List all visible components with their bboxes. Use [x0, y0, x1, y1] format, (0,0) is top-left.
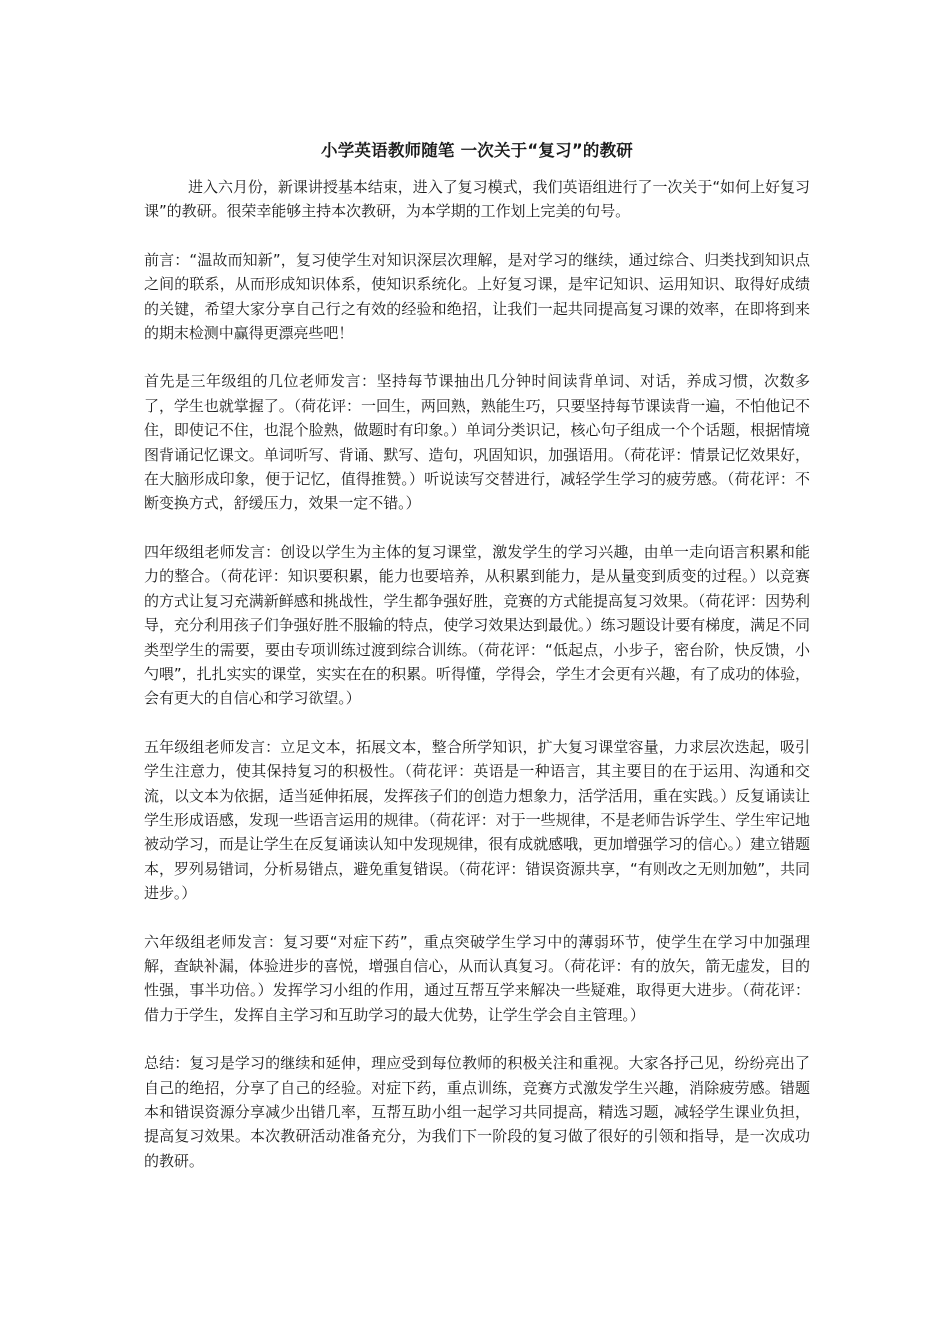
paragraph-intro: 进入六月份，新课讲授基本结束，进入了复习模式，我们英语组进行了一次关于“如何上好复习课”的教研。很荣幸能够主持本次教研，为本学期的工作划上完美的句号。 — [144, 178, 810, 221]
paragraph-grade-3: 首先是三年级组的几位老师发言：坚持每节课抽出几分钟时间读背单词、对话，养成习惯，次数多了，学生也就掌握了。（荷花评：一回生，两回熟，熟能生巧，只要坚持每节课读背一遍，不怕他记不住，即使记不住，也混个脸熟，做题时有印象。）单词分类识记，核心句子组成一个个话题，根据情境图背诵记忆课文。单词听写、背诵、默写、造句，巩固知识，加强语用。（荷花评：情景记忆效果好，在大脑形成印象，便于记忆，值得推赞。）听说读写交替进行，减轻学生学习的疲劳感。（荷花评：不断变换方式，舒缓压力，效果一定不错。） — [144, 372, 810, 513]
document-page — [144, 140, 810, 1197]
paragraph-grade-6: 六年级组老师发言：复习要“对症下药”，重点突破学生学习中的薄弱环节，使学生在学习中加强理解，查缺补漏，体验进步的喜悦，增强自信心，从而认真复习。（荷花评：有的放矢，箭无虚发，目的性强，事半功倍。）发挥学习小组的作用，通过互帮互学来解决一些疑难，取得更大进步。（荷花评：借力于学生，发挥自主学习和互助学习的最大优势，让学生学会自主管理。） — [144, 932, 810, 1024]
paragraph-preface: 前言：“温故而知新”，复习使学生对知识深层次理解，是对学习的继续，通过综合、归类找到知识点之间的联系，从而形成知识体系，使知识系统化。上好复习课，是牢记知识、运用知识、取得好成绩的关键，希望大家分享自己行之有效的经验和绝招，让我们一起共同提高复习课的效率，在即将到来的期末检测中赢得更漂亮些吧！ — [144, 250, 810, 343]
paragraph-grade-4: 四年级组老师发言：创设以学生为主体的复习课堂，激发学生的学习兴趣，由单一走向语言积累和能力的整合。（荷花评：知识要积累，能力也要培养，从积累到能力，是从量变到质变的过程。）以竞赛的方式让复习充满新鲜感和挑战性，学生都争强好胜，竞赛的方式能提高复习效果。（荷花评：因势利导，充分利用孩子们争强好胜不服输的特点，使学习效果达到最优。）练习题设计要有梯度，满足不同类型学生的需要，要由专项训练过渡到综合训练。（荷花评：“低起点，小步子，密台阶，快反馈，小勺喂”，扎扎实实的课堂，实实在在的积累。听得懂，学得会，学生才会更有兴趣，有了成功的体验，会有更大的自信心和学习欲望。） — [144, 542, 810, 708]
document-title: 小学英语教师随笔 一次关于“复习”的教研 — [321, 141, 633, 160]
paragraph-grade-5: 五年级组老师发言：立足文本，拓展文本，整合所学知识，扩大复习课堂容量，力求层次迭起，吸引学生注意力，使其保持复习的积极性。（荷花评：英语是一种语言，其主要目的在于运用、沟通和交流，以文本为依据，适当延伸拓展，发挥孩子们的创造力想象力，活学活用，重在实践。）反复诵读让学生形成语感，发现一些语言运用的规律。（荷花评：对于一些规律，不是老师告诉学生、学生牢记地被动学习，而是让学生在反复诵读认知中发现规律，很有成就感哦，更加增强学习的信心。）建立错题本，罗列易错词，分析易错点，避免重复错误。（荷花评：错误资源共享，“有则改之无则加勉”，共同进步。） — [144, 737, 810, 903]
paragraph-summary: 总结：复习是学习的继续和延伸，理应受到每位教师的积极关注和重视。大家各抒己见，纷纷亮出了自己的绝招，分享了自己的经验。对症下药，重点训练，竞赛方式激发学生兴趣，消除疲劳感。错题本和错误资源分享减少出错几率，互帮互助小组一起学习共同提高，精选习题，减轻学生课业负担，提高复习效果。本次教研活动准备充分，为我们下一阶段的复习做了很好的引领和指导，是一次成功的教研。 — [144, 1054, 810, 1170]
